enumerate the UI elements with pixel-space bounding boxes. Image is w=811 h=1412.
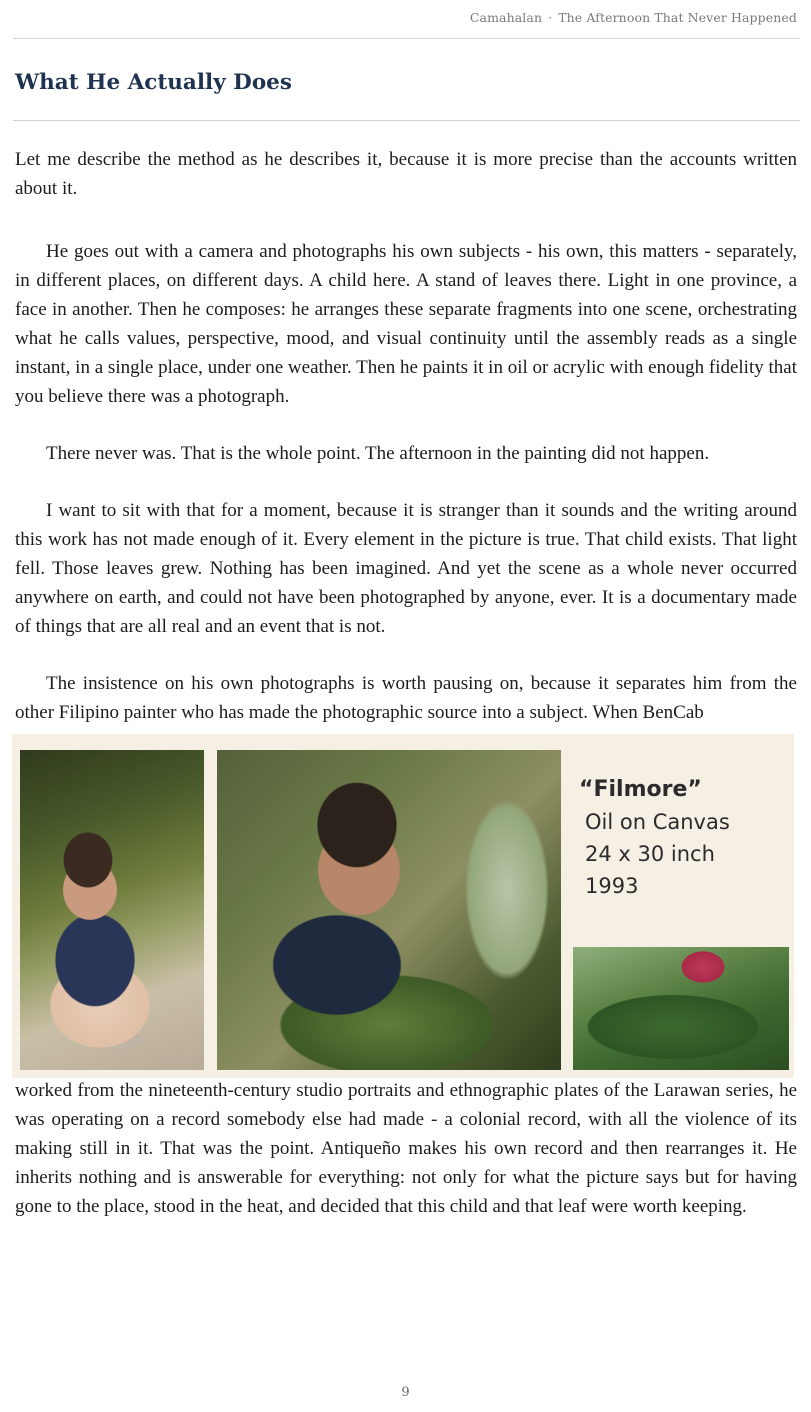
painting-image	[217, 750, 561, 1070]
paragraph-1: Let me describe the method as he describes it, because it is more precise than the accounts written about it.	[15, 149, 797, 199]
paragraph-6: worked from the nineteenth-century studio portraits and ethnographic plates of the Larawan series, he was operating on a record somebody else had made - a colonial record, with all the violence of its making still in it. That was the point. Antiqueño makes his own record and then rearranges it. He inherits nothing and is answerable for everything: not only for what the picture says but for having gone to the place, stood in the heat, and decided that this child and that leaf were worth keeping.	[15, 1080, 797, 1217]
section-title: What He Actually Does	[15, 70, 292, 95]
artwork-medium: Oil on Canvas	[585, 810, 730, 834]
artwork-caption	[579, 774, 730, 902]
running-head-author: Camahalan	[469, 10, 543, 25]
running-head-separator: ·	[548, 10, 553, 25]
running-head-title: The Afternoon That Never Happened	[558, 10, 797, 25]
paragraph-3: There never was. That is the whole point. The afternoon in the painting did not happen.	[46, 443, 710, 464]
artwork-dimensions: 24 x 30 inch	[585, 842, 715, 866]
page-number: 9	[401, 1385, 410, 1400]
reference-photo-leaves	[573, 947, 789, 1070]
paragraph-2: He goes out with a camera and photographs his own subjects - his own, this matters - separately, in different places, on different days. A child here. A stand of leaves there. Light in one province, a face in another. Then he composes: he arranges these separate fragments into one scene, orchestrating what he calls values, perspective, mood, and visual continuity until the assembly reads as a single instant, in a single place, under one weather. Then he paints it in oil or acrylic with enough fidelity that you believe there was a photograph.	[15, 241, 797, 407]
artwork-figure	[12, 734, 794, 1078]
artwork-title: “Filmore”	[579, 777, 702, 802]
artwork-year: 1993	[585, 874, 639, 898]
reference-photo-child	[20, 750, 204, 1070]
running-head	[470, 10, 797, 25]
section-divider	[13, 120, 800, 121]
paragraph-4: I want to sit with that for a moment, because it is stranger than it sounds and the writing around this work has not made enough of it. Every element in the picture is true. That child exists. That light fell. Those leaves grew. Nothing has been imagined. And yet the scene as a whole never occurred anywhere on earth, and could not have been photographed by anyone, ever. It is a documentary made of things that are all real and an event that is not.	[15, 500, 797, 637]
paragraph-5: The insistence on his own photographs is worth pausing on, because it separates him from the other Filipino painter who has made the photographic source into a subject. When BenCab	[15, 673, 797, 723]
header-divider	[13, 38, 800, 39]
